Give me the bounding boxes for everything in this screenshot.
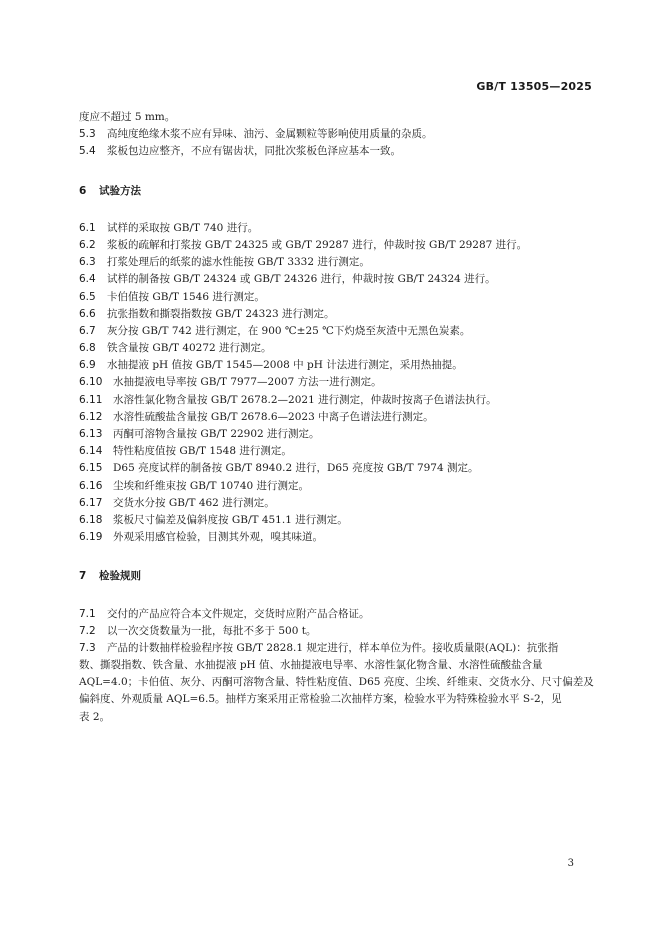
clause-text: 外观采用感官检验，目测其外观，嗅其味道。 — [113, 531, 323, 544]
clause-number: 6.3 — [79, 256, 96, 269]
clause-item — [79, 289, 592, 306]
clause-text: 水抽提液电导率按 GB/T 7977—2007 方法一进行测定。 — [113, 376, 382, 389]
clause-text: 试样的采取按 GB/T 740 进行。 — [107, 221, 259, 234]
clause-text: 打浆处理后的纸浆的滤水性能按 GB/T 3332 进行测定。 — [107, 256, 370, 269]
clause-number: 6.6 — [79, 307, 96, 320]
clause-item — [79, 606, 592, 623]
clause-item — [79, 271, 592, 288]
clause-number: 7.3 — [79, 641, 96, 654]
clause-text: 卡伯值按 GB/T 1546 进行测定。 — [107, 290, 265, 303]
clause-text: 灰分按 GB/T 742 进行测定，在 900 ℃±25 ℃下灼烧至灰渣中无黑色炭素。 — [107, 324, 471, 337]
clause-text: 浆板包边应整齐，不应有锯齿状，同批次浆板色泽应基本一致。 — [107, 145, 401, 158]
clause-number: 6.4 — [79, 273, 96, 286]
clause-number: 6.17 — [79, 496, 103, 509]
clause-number: 6.10 — [79, 376, 103, 389]
section-6-items — [79, 220, 592, 547]
paragraph-line: 偏斜度、外观质量 AQL=6.5。抽样方案采用正常检验二次抽样方案，检验水平为特殊检验水平 S-2，见 — [79, 693, 562, 706]
page-content — [79, 109, 592, 726]
clause-text: 高纯度绝缘木浆不应有异味、油污、金属颗粒等影响使用质量的杂质。 — [107, 128, 433, 141]
clause-text: 铁含量按 GB/T 40272 进行测定。 — [107, 342, 272, 355]
clause-item — [79, 254, 592, 271]
paragraph-line: 数、撕裂指数、铁含量、水抽提液 pH 值、水抽提液电导率、水溶性氯化物含量、水溶性硫酸盐含量 — [79, 659, 543, 672]
clause-item — [79, 623, 592, 640]
clause-item — [79, 340, 592, 357]
clause-item — [79, 392, 592, 409]
clause-7-3-paragraph — [79, 640, 592, 726]
clause-item — [79, 460, 592, 477]
continuation-text: 度应不超过 5 mm。 — [79, 111, 176, 123]
standard-number: GB/T 13505—2025 — [476, 80, 592, 93]
clause-item — [79, 478, 592, 495]
clause-text: 特性粘度值按 GB/T 1548 进行测定。 — [113, 445, 292, 458]
clause-number: 6.18 — [79, 513, 103, 526]
clause-item — [79, 306, 592, 323]
clause-text: 浆板的疏解和打浆按 GB/T 24325 或 GB/T 29287 进行，仲裁时按 GB/T 29287 进行。 — [107, 238, 528, 251]
clause-text: 交货水分按 GB/T 462 进行测定。 — [113, 496, 275, 509]
section-title: 试验方法 — [99, 184, 141, 197]
clause-number: 5.3 — [79, 128, 96, 141]
paragraph-line: AQL=4.0；卡伯值、灰分、丙酮可溶物含量、特性粘度值、D65 亮度、尘埃、纤维束、交货水分、尺寸偏差及 — [79, 676, 594, 689]
clause-number: 6.7 — [79, 324, 96, 337]
clause-text: D65 亮度试样的制备按 GB/T 8940.2 进行，D65 亮度按 GB/T 7974 测定。 — [113, 462, 479, 475]
clause-number: 5.4 — [79, 145, 96, 158]
clause-number: 6.2 — [79, 238, 96, 251]
clause-number: 6.16 — [79, 479, 103, 492]
clause-item — [79, 512, 592, 529]
clause-number: 7.2 — [79, 624, 96, 637]
section-heading-7 — [79, 568, 592, 585]
clause-text: 丙酮可溶物含量按 GB/T 22902 进行测定。 — [113, 428, 320, 440]
clause-text: 交付的产品应符合本文件规定，交货时应附产品合格证。 — [107, 607, 370, 620]
clause-item — [79, 529, 592, 546]
section-title: 检验规则 — [99, 570, 141, 583]
clause-item — [79, 323, 592, 340]
clause-text: 水溶性硫酸盐含量按 GB/T 2678.6—2023 中离子色谱法进行测定。 — [113, 410, 434, 423]
paragraph-line — [79, 640, 592, 657]
clause-text: 试样的制备按 GB/T 24324 或 GB/T 24326 进行，仲裁时按 GB/T 24324 进行。 — [107, 273, 496, 286]
section-heading-6 — [79, 183, 592, 200]
clause-number: 6.1 — [79, 221, 96, 234]
clause-item — [79, 409, 592, 426]
clause-item — [79, 220, 592, 237]
clause-text: 产品的计数抽样检验程序按 GB/T 2828.1 规定进行，样本单位为件。接收质量限(AQL)：抗张指 — [107, 641, 559, 654]
section-number: 7 — [79, 570, 87, 583]
clause-number: 6.13 — [79, 428, 103, 440]
clause-item — [79, 143, 592, 160]
clause-number: 6.14 — [79, 445, 103, 458]
clause-number: 6.8 — [79, 342, 96, 355]
clause-number: 6.11 — [79, 393, 103, 406]
page-number: 3 — [567, 858, 574, 869]
paragraph-line: 表 2。 — [79, 710, 111, 723]
clause-number: 6.19 — [79, 531, 103, 544]
clause-item — [79, 237, 592, 254]
clause-text: 抗张指数和撕裂指数按 GB/T 24323 进行测定。 — [107, 307, 335, 320]
clause-item — [79, 126, 592, 143]
clause-number: 6.9 — [79, 359, 96, 372]
clause-item — [79, 426, 592, 443]
clause-item — [79, 495, 592, 512]
clause-text: 水溶性氯化物含量按 GB/T 2678.2—2021 进行测定，仲裁时按离子色谱法执行。 — [113, 393, 497, 406]
clause-text: 浆板尺寸偏差及偏斜度按 GB/T 451.1 进行测定。 — [113, 513, 348, 526]
clause-number: 7.1 — [79, 607, 96, 620]
clause-number: 6.5 — [79, 290, 96, 303]
section-number: 6 — [79, 184, 87, 197]
clause-number: 6.15 — [79, 462, 103, 475]
clause-text: 以一次交货数量为一批，每批不多于 500 t。 — [107, 624, 317, 637]
clause-item — [79, 443, 592, 460]
clause-text: 尘埃和纤维束按 GB/T 10740 进行测定。 — [113, 479, 310, 492]
clause-item — [79, 357, 592, 374]
clause-number: 6.12 — [79, 410, 103, 423]
clause-item — [79, 374, 592, 391]
clause-text: 水抽提液 pH 值按 GB/T 1545—2008 中 pH 计法进行测定，采用热抽提。 — [107, 359, 463, 372]
